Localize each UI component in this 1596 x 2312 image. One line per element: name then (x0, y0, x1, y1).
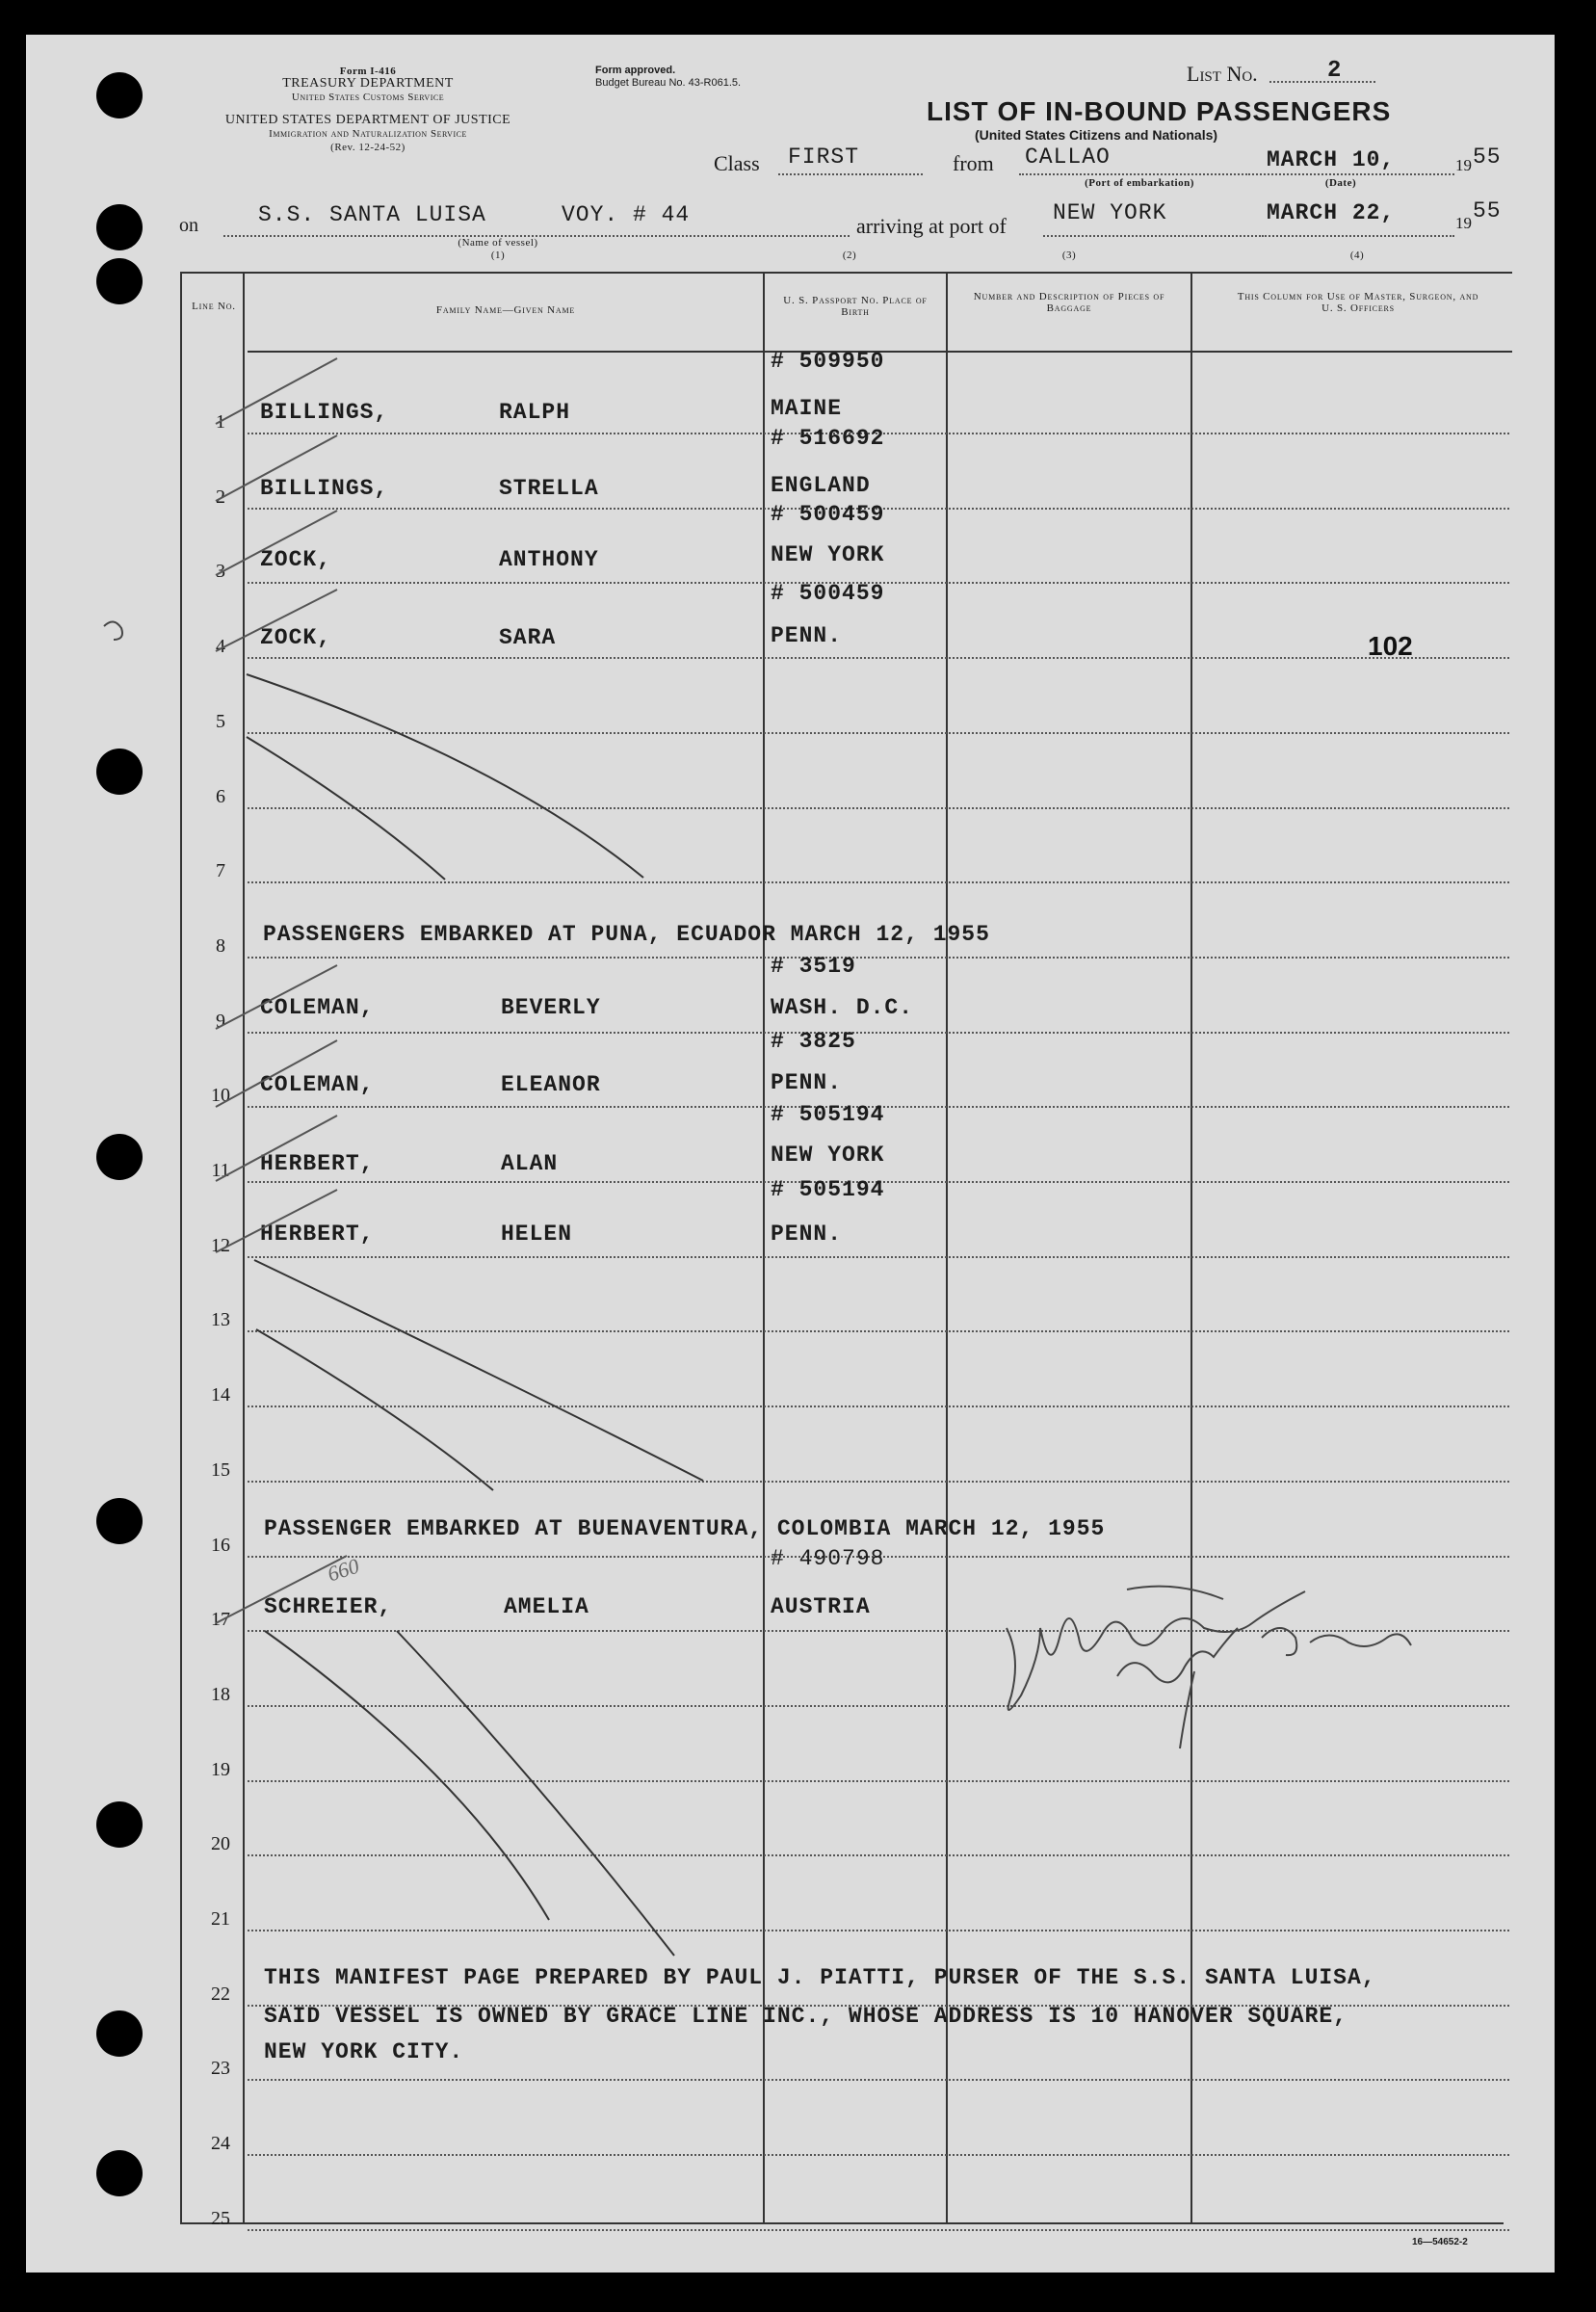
given-name: ALAN (501, 1151, 559, 1176)
col-caption-1: (1) (490, 250, 506, 261)
line-number: 10 (211, 1085, 230, 1106)
family-name: BILLINGS, (260, 400, 389, 425)
passport-no: # 3825 (771, 1029, 856, 1054)
row-rule (248, 1406, 1509, 1407)
birth-place: AUSTRIA (771, 1594, 871, 1619)
embark-note-buenaventura: PASSENGER EMBARKED AT BUENAVENTURA, COLOMBIA MARCH 12, 1955 (264, 1516, 1106, 1541)
class-label: Class (714, 151, 760, 175)
row-rule (248, 1481, 1509, 1483)
arrival-port-dots (1043, 235, 1261, 237)
family-name: ZOCK, (260, 547, 332, 572)
birth-place: PENN. (771, 1222, 843, 1247)
list-no-dots (1269, 81, 1375, 83)
on-label: on (179, 215, 198, 236)
given-name: ANTHONY (499, 547, 599, 572)
line-number: 3 (216, 561, 225, 582)
family-name: SCHREIER, (264, 1594, 393, 1619)
given-name: STRELLA (499, 476, 599, 501)
from-dots (1019, 173, 1250, 175)
depart-year: 55 (1473, 144, 1502, 170)
line-number: 16 (211, 1535, 230, 1556)
passport-no: # 505194 (771, 1177, 885, 1202)
row-rule (248, 732, 1509, 734)
passport-no: # 500459 (771, 581, 885, 606)
row-rule (248, 1032, 1509, 1034)
officer-mark: 102 (1368, 631, 1413, 661)
given-name: HELEN (501, 1222, 573, 1247)
row-rule (248, 2154, 1509, 2156)
treasury-dept: TREASURY DEPARTMENT (282, 76, 454, 91)
punch-hole (96, 204, 143, 250)
line-number: 11 (211, 1160, 230, 1181)
row-rule (248, 881, 1509, 883)
birth-place: ENGLAND (771, 473, 871, 498)
passport-no: # 500459 (771, 502, 885, 527)
from-port: CALLAO (1025, 144, 1111, 170)
line-number: 6 (216, 786, 225, 807)
line-number: 12 (211, 1235, 230, 1256)
row-rule (248, 657, 1509, 659)
row-rule (248, 957, 1509, 959)
punch-hole (96, 1134, 143, 1180)
given-name: BEVERLY (501, 995, 601, 1020)
col-header-baggage: Number and Description of Pieces of Baggage (973, 291, 1165, 314)
passport-no: # 3519 (771, 954, 856, 979)
line-number: 13 (211, 1309, 230, 1330)
table-bottom-border (180, 2222, 1504, 2224)
birth-place: NEW YORK (771, 542, 885, 567)
ins-service: Immigration and Naturalization Service (269, 128, 467, 140)
family-name: HERBERT, (260, 1151, 375, 1176)
port-embark-caption: (Port of embarkation) (1085, 177, 1194, 189)
list-no-label: List No. (1187, 62, 1258, 86)
justice-dept: UNITED STATES DEPARTMENT OF JUSTICE (224, 113, 511, 127)
col-caption-3: (3) (1061, 250, 1077, 261)
list-no-value: 2 (1327, 58, 1343, 84)
birth-place: NEW YORK (771, 1143, 885, 1168)
from-label: from (953, 151, 994, 175)
purser-statement-3: NEW YORK CITY. (264, 2039, 464, 2064)
family-name: ZOCK, (260, 625, 332, 650)
punch-hole (96, 1498, 143, 1544)
handwritten-note: 660 (324, 1553, 362, 1587)
passport-no: # 509950 (771, 349, 885, 374)
punch-hole (96, 749, 143, 795)
page-subtitle: (United States Citizens and Nationals) (975, 127, 1218, 143)
arrival-date-dots (1262, 235, 1454, 237)
given-name: RALPH (499, 400, 571, 425)
vessel-name: S.S. SANTA LUISA (258, 202, 486, 227)
family-name: HERBERT, (260, 1222, 375, 1247)
punch-hole (96, 2010, 143, 2057)
line-number: 8 (216, 935, 225, 957)
col-header-name: Family Name—Given Name (435, 304, 576, 316)
line-number: 2 (216, 486, 225, 508)
line-number: 20 (211, 1833, 230, 1854)
line-number: 21 (211, 1908, 230, 1930)
arrival-port: NEW YORK (1053, 200, 1167, 225)
family-name: COLEMAN, (260, 995, 375, 1020)
class-dots (778, 173, 923, 175)
form-number: Form I-416 (339, 66, 397, 77)
line-number: 9 (216, 1011, 225, 1032)
line-number: 18 (211, 1684, 230, 1705)
row-rule (248, 1330, 1509, 1332)
punch-hole (96, 258, 143, 304)
class-value: FIRST (788, 144, 860, 170)
line-number: 4 (216, 636, 225, 657)
year-prefix: 19 (1455, 156, 1472, 174)
arrival-date: MARCH 22, (1267, 200, 1396, 225)
line-number: 15 (211, 1459, 230, 1481)
birth-place: MAINE (771, 396, 843, 421)
line-number: 1 (216, 411, 225, 433)
arrival-year: 55 (1473, 198, 1502, 223)
row-rule (248, 2229, 1509, 2231)
col-caption-4: (4) (1349, 250, 1365, 261)
col-header-line-no: Line No. (192, 301, 236, 312)
row-rule (248, 1854, 1509, 1856)
family-name: BILLINGS, (260, 476, 389, 501)
col-caption-2: (2) (842, 250, 857, 261)
purser-statement-2: SAID VESSEL IS OWNED BY GRACE LINE INC., WHOSE ADDRESS IS 10 HANOVER SQUARE, (264, 2004, 1347, 2029)
punch-hole (96, 72, 143, 118)
birth-place: PENN. (771, 1070, 843, 1095)
page-title: LIST OF IN-BOUND PASSENGERS (927, 96, 1392, 126)
voyage-number: VOY. # 44 (562, 202, 691, 227)
line-number: 23 (211, 2058, 230, 2079)
col-header-officers: This Column for Use of Master, Surgeon, and U. S. Officers (1237, 291, 1479, 314)
purser-statement-1: THIS MANIFEST PAGE PREPARED BY PAUL J. PIATTI, PURSER OF THE S.S. SANTA LUISA, (264, 1965, 1376, 1990)
given-name: AMELIA (504, 1594, 589, 1619)
form-approved: Form approved. (595, 65, 676, 76)
embark-note-puna: PASSENGERS EMBARKED AT PUNA, ECUADOR MARCH 12, 1955 (263, 922, 990, 947)
passport-no: # 505194 (771, 1102, 885, 1127)
col-header-passport: U. S. Passport No. Place of Birth (783, 295, 928, 318)
table-left-border (180, 272, 182, 2224)
customs-service: United States Customs Service (291, 92, 445, 103)
print-code: 16—54652-2 (1412, 2237, 1468, 2247)
depart-date-dots (1252, 173, 1454, 175)
depart-date: MARCH 10, (1267, 147, 1396, 172)
arriving-label: arriving at port of (856, 214, 1007, 238)
row-rule (248, 1630, 1509, 1632)
line-number: 14 (211, 1384, 230, 1406)
line-number: 25 (211, 2208, 230, 2229)
budget-bureau: Budget Bureau No. 43-R061.5. (595, 77, 742, 89)
punch-hole (96, 2150, 143, 2196)
line-number: 17 (211, 1609, 230, 1630)
row-rule (248, 2079, 1509, 2081)
birth-place: WASH. D.C. (771, 995, 914, 1020)
passport-no: # 516692 (771, 426, 885, 451)
birth-place: PENN. (771, 623, 843, 648)
form-revision: (Rev. 12-24-52) (330, 142, 406, 153)
line-number: 5 (216, 711, 225, 732)
line-number: 7 (216, 860, 225, 881)
year-prefix-2: 19 (1455, 214, 1472, 232)
punch-hole (96, 1801, 143, 1848)
row-rule (248, 1930, 1509, 1931)
line-no-divider (243, 272, 245, 2224)
row-rule (248, 1780, 1509, 1782)
row-rule (248, 1256, 1509, 1258)
line-number: 22 (211, 1984, 230, 2005)
passport-no: # 490798 (771, 1546, 885, 1571)
vessel-caption: (Name of vessel) (458, 237, 538, 249)
table-top-border (180, 272, 1512, 274)
line-number: 19 (211, 1759, 230, 1780)
row-rule (248, 1705, 1509, 1707)
date-caption: (Date) (1324, 177, 1357, 189)
family-name: COLEMAN, (260, 1072, 375, 1097)
given-name: SARA (499, 625, 557, 650)
line-number: 24 (211, 2133, 230, 2154)
row-rule (248, 807, 1509, 809)
given-name: ELEANOR (501, 1072, 601, 1097)
